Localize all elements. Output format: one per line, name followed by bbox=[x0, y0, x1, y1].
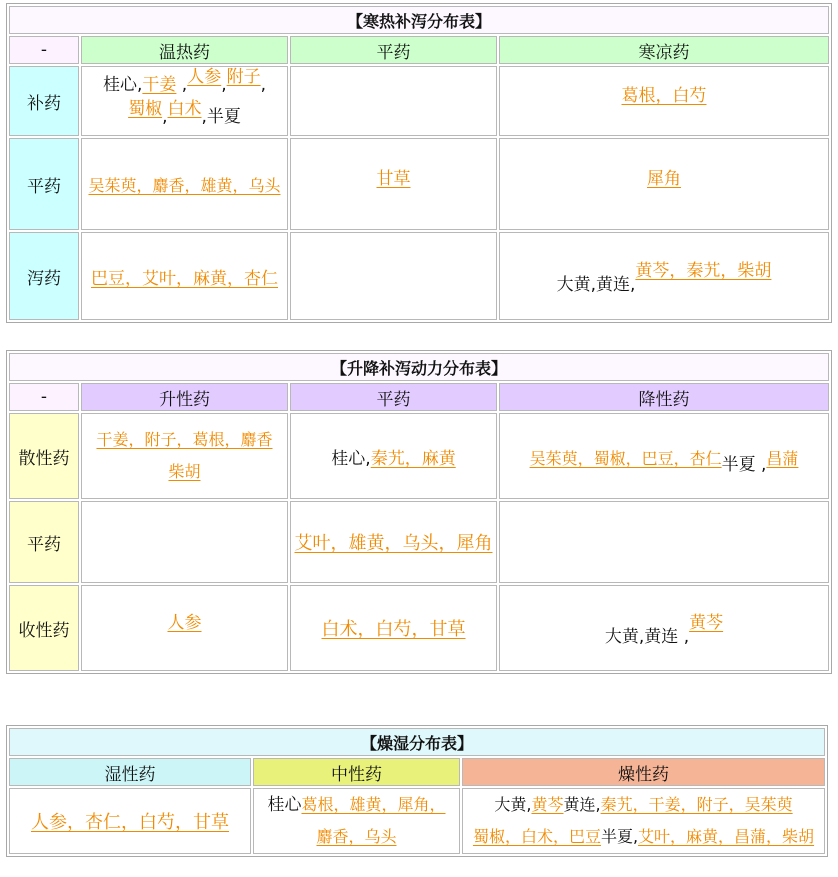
cell-purge-warm bbox=[81, 232, 288, 320]
herb-link[interactable]: 秦艽，麻黄 bbox=[370, 448, 456, 469]
herb-link[interactable]: 葛根，白芍 bbox=[621, 85, 707, 106]
cell-tonify-cold bbox=[499, 66, 829, 136]
column-header-damp: 湿性药 bbox=[9, 758, 251, 786]
cell-neutral-neutral bbox=[290, 138, 497, 230]
cell-tonify-warm: 桂心,干姜 ,人参,附子, 蜀椒,白术,半夏 bbox=[81, 66, 288, 136]
herb-link[interactable]: 麝香，乌头 bbox=[316, 827, 397, 846]
herb-link[interactable]: 干姜 bbox=[142, 75, 177, 95]
herb-link[interactable]: 葛根，雄黄，犀角， bbox=[301, 795, 446, 814]
cell-neutral-descend bbox=[499, 501, 829, 583]
cell-neutral-ascend bbox=[81, 501, 288, 583]
column-header-middle: 中性药 bbox=[253, 758, 460, 786]
ascend-descend-table bbox=[6, 350, 832, 674]
row-label-neutral: 平药 bbox=[9, 501, 79, 583]
herb-link[interactable]: 艾叶，雄黄，乌头，犀角 bbox=[294, 533, 493, 554]
herb-link[interactable]: 吴茱萸，麝香，雄黄，乌头 bbox=[88, 175, 281, 195]
row-label-purge: 泻药 bbox=[9, 232, 79, 320]
herb-link[interactable]: 黄芩 bbox=[531, 795, 564, 814]
herb-link[interactable]: 吴茱萸，蜀椒，巴豆，杏仁 bbox=[529, 448, 722, 468]
corner-cell: - bbox=[9, 36, 79, 64]
cell-neutral-cold bbox=[499, 138, 829, 230]
row-label-astringe: 收性药 bbox=[9, 585, 79, 671]
column-header-ascend: 升性药 bbox=[81, 383, 288, 411]
herb-link[interactable]: 艾叶，麻黄，昌蒲，柴胡 bbox=[638, 827, 815, 846]
row-label-neutral: 平药 bbox=[9, 138, 79, 230]
herb-link[interactable]: 黄芩 bbox=[689, 612, 724, 633]
ascend-descend-table-title: 【升降补泻动力分布表】 bbox=[9, 353, 829, 381]
cell-disperse-descend: 吴茱萸，蜀椒，巴豆，杏仁半夏 ,昌蒲 bbox=[499, 413, 829, 499]
dry-damp-table-title: 【燥湿分布表】 bbox=[9, 728, 825, 756]
herb-link[interactable]: 白术，白芍，甘草 bbox=[321, 619, 466, 640]
herb-link[interactable]: 干姜，附子，葛根，麝香 bbox=[96, 430, 273, 449]
cell-neutral-warm bbox=[81, 138, 288, 230]
herb-link[interactable]: 秦艽，干姜，附子，吴茱萸 bbox=[600, 795, 793, 814]
cell-astringe-ascend bbox=[81, 585, 288, 671]
herb-link[interactable]: 蜀椒 bbox=[128, 99, 163, 119]
cell-middle: 桂心葛根，雄黄，犀角， 麝香，乌头 bbox=[253, 788, 460, 854]
cold-heat-table bbox=[6, 3, 832, 323]
cold-heat-table-title: 【寒热补泻分布表】 bbox=[9, 6, 829, 34]
herb-link[interactable]: 黄芩，秦艽，柴胡 bbox=[635, 260, 772, 281]
column-header-neutral: 平药 bbox=[290, 383, 497, 411]
herb-link[interactable]: 蜀椒，白术，巴豆 bbox=[472, 827, 601, 846]
cell-disperse-ascend bbox=[81, 413, 288, 499]
herb-link[interactable]: 柴胡 bbox=[168, 462, 201, 481]
cell-astringe-descend: 大黄,黄连 ,黄芩 bbox=[499, 585, 829, 671]
herb-link[interactable]: 甘草 bbox=[376, 168, 411, 189]
cell-neutral-neutral bbox=[290, 501, 497, 583]
herb-link[interactable]: 人参 bbox=[187, 67, 222, 87]
row-label-disperse: 散性药 bbox=[9, 413, 79, 499]
cell-astringe-neutral bbox=[290, 585, 497, 671]
column-header-cold: 寒凉药 bbox=[499, 36, 829, 64]
herb-link[interactable]: 犀角 bbox=[647, 168, 681, 189]
cell-tonify-neutral bbox=[290, 66, 497, 136]
cell-damp bbox=[9, 788, 251, 854]
dry-damp-table bbox=[6, 725, 828, 857]
cell-dry: 大黄,黄芩黄连,秦艽，干姜，附子，吴茱萸 蜀椒，白术，巴豆半夏,艾叶，麻黄，昌蒲，柴胡 bbox=[462, 788, 825, 854]
cell-disperse-neutral: 桂心,秦艽，麻黄 bbox=[290, 413, 497, 499]
row-label-tonify: 补药 bbox=[9, 66, 79, 136]
cell-purge-neutral bbox=[290, 232, 497, 320]
corner-cell: - bbox=[9, 383, 79, 411]
herb-link[interactable]: 附子 bbox=[226, 67, 261, 87]
herb-link[interactable]: 巴豆，艾叶，麻黄，杏仁 bbox=[91, 268, 278, 289]
column-header-descend: 降性药 bbox=[499, 383, 829, 411]
herb-link[interactable]: 白术 bbox=[167, 99, 202, 119]
herb-link[interactable]: 人参，杏仁，白芍，甘草 bbox=[31, 812, 229, 833]
herb-link[interactable]: 人参 bbox=[167, 612, 202, 633]
column-header-dry: 燥性药 bbox=[462, 758, 825, 786]
column-header-neutral: 平药 bbox=[290, 36, 497, 64]
column-header-warm: 温热药 bbox=[81, 36, 288, 64]
cell-purge-cold: 大黄,黄连,黄芩，秦艽，柴胡 bbox=[499, 232, 829, 320]
herb-link[interactable]: 昌蒲 bbox=[766, 448, 799, 468]
